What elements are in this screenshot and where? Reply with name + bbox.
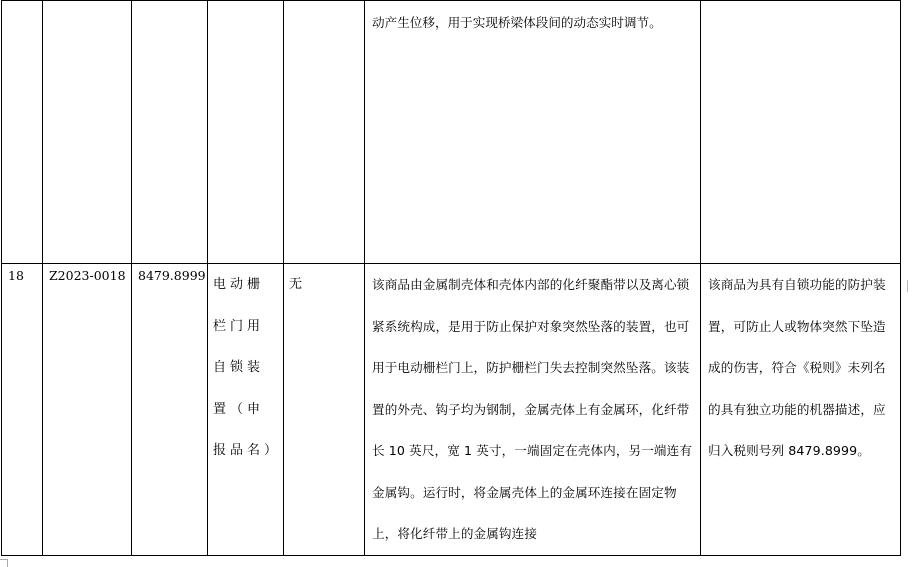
tariff-number: 8479.8999 — [138, 268, 206, 283]
cell-tariff — [132, 264, 208, 556]
cell-no — [2, 1, 43, 264]
cell-reason — [701, 264, 901, 556]
other-name: 无 — [289, 277, 303, 292]
reason-text: 该商品为具有自锁功能的防护装置，可防止人或物体突然下坠造成的伤害，符合《税则》未列名的具有独立功能的机器描述，应归入税则号列 8479.8999。 — [708, 277, 886, 458]
cell-name — [208, 264, 284, 556]
cell-description — [365, 264, 701, 556]
cell-no — [2, 264, 43, 556]
cell-reason — [701, 1, 901, 264]
cell-other — [284, 1, 365, 264]
page-corner-mark — [0, 559, 8, 567]
cell-name — [208, 1, 284, 264]
classification-table — [1, 0, 901, 556]
cell-tariff — [132, 1, 208, 264]
ruling-code: Z2023-0018 — [49, 268, 126, 283]
product-name: 电动栅栏门用自锁装置（申报品名） — [213, 277, 282, 458]
cell-code — [43, 1, 132, 264]
table-row — [2, 1, 901, 264]
cell-description — [365, 1, 701, 264]
description-text: 该商品由金属制壳体和壳体内部的化纤聚酯带以及离心锁紧系统构成，是用于防止保护对象突然坠落的装置，也可用于电动栅栏门上，防护栅栏门失去控制突然坠落。该装置的外壳、钩子均为钢制，金属壳体上有金属环，化纤带长 10 英尺，宽 1 英寸，一端固定在壳体内，另一端连有金属钩。运行时，将金属壳体上的金属环连接在固定物上，将化纤带上的金属钩连接 — [372, 277, 693, 541]
cell-code — [43, 264, 132, 556]
page-edge-mark — [907, 280, 913, 292]
description-text: 动产生位移，用于实现桥梁体段间的动态实时调节。 — [372, 15, 662, 30]
row-number: 18 — [8, 268, 24, 283]
table-row — [2, 264, 901, 556]
cell-other — [284, 264, 365, 556]
